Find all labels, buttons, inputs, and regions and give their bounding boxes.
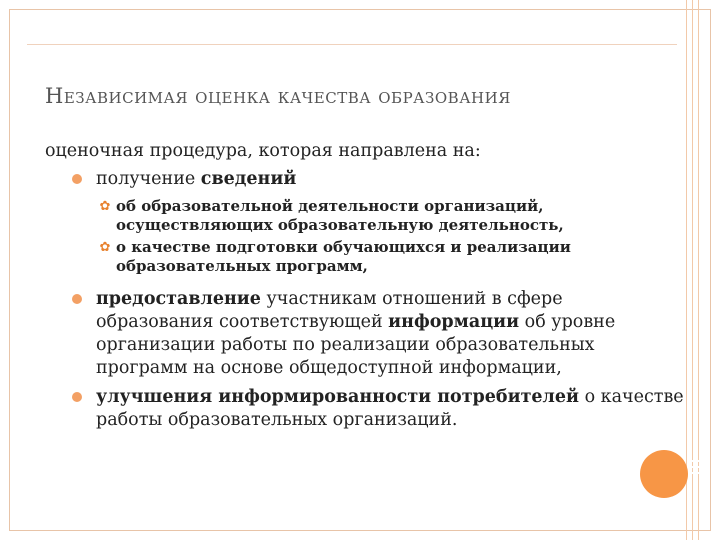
- list-item-1: [45, 168, 685, 191]
- item2-plain: участникам отношений в сфере образования соответствующей: [96, 289, 563, 332]
- circle-bullet-icon: [72, 392, 82, 402]
- gear-bullet-icon: ✿: [99, 240, 111, 255]
- circle-bullet-icon: [72, 294, 82, 304]
- title-rule: [27, 44, 677, 45]
- decorative-line: [698, 0, 699, 540]
- item1-bold: сведений: [200, 169, 297, 189]
- intro-text: оценочная процедура, которая направлена на:: [45, 141, 481, 161]
- decorative-marks: [692, 460, 700, 492]
- decorative-line: [692, 0, 693, 540]
- subitem2-text: о качестве подготовки обучающихся и реализации образовательных программ,: [116, 238, 571, 275]
- list-item-2: [45, 288, 685, 380]
- sublist: [45, 197, 685, 276]
- gear-bullet-icon: ✿: [99, 199, 111, 214]
- item2-tail: об уровне организации работы по реализации образовательных программ на основе общедоступной информации,: [96, 312, 616, 378]
- circle-bullet-icon: [72, 174, 82, 184]
- subitem1-text: об образовательной деятельности организаций, осуществляющих образовательную деятельность,: [116, 197, 564, 234]
- item3-bold: улучшения информированности потребителей: [96, 387, 580, 407]
- title-first-letter: Н: [45, 84, 64, 108]
- item2-bold: предоставление: [96, 289, 261, 309]
- slide-body: [45, 140, 685, 438]
- slide-title: [45, 84, 685, 108]
- item2-bold2: информации: [388, 312, 520, 332]
- sublist-item-1: [45, 197, 685, 235]
- item3-tail: о качестве работы образовательных организаций.: [96, 387, 684, 430]
- item1-plain: получение: [96, 169, 201, 189]
- title-rest: езависимая оценка качества образования: [63, 84, 511, 108]
- list-item-3: [45, 386, 685, 432]
- sublist-item-2: [45, 238, 685, 276]
- decorative-circle: [640, 450, 688, 498]
- decorative-line: [686, 0, 687, 540]
